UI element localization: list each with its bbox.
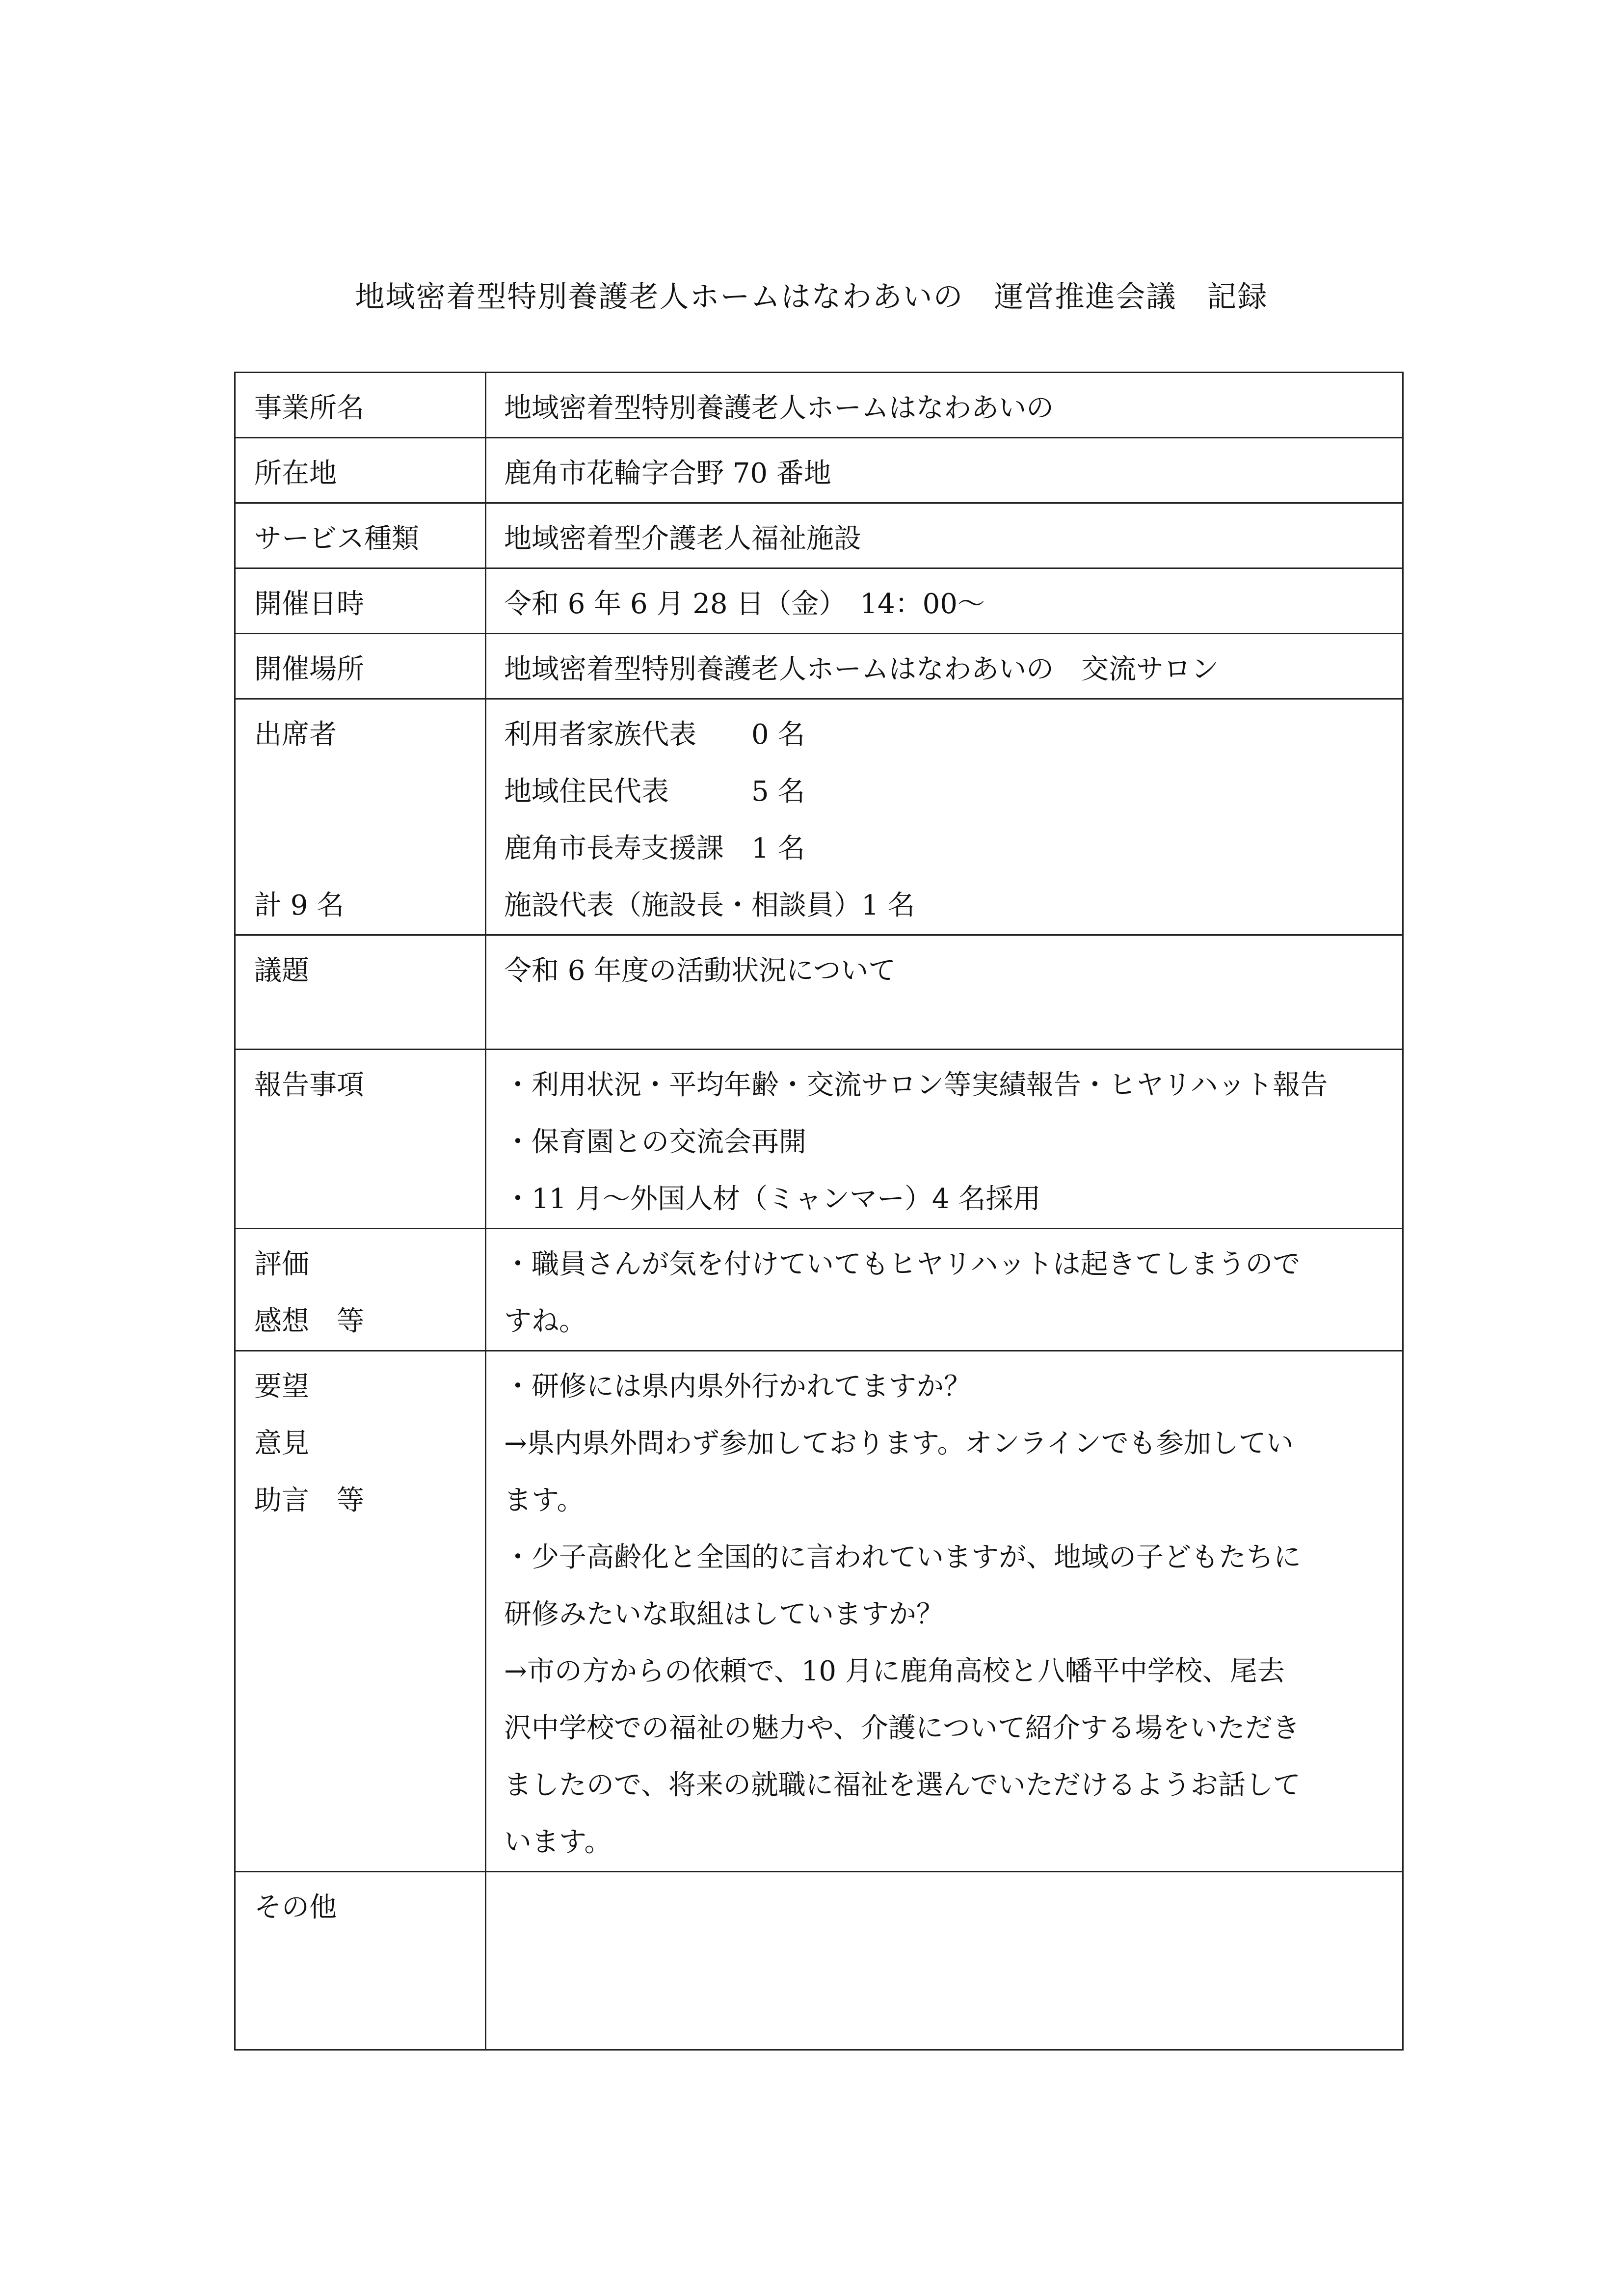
evaluation-label-cell xyxy=(235,1229,486,1351)
requests-value-cell xyxy=(486,1351,1403,1872)
attendees-value-cell xyxy=(486,699,1403,935)
location-label: 所在地 xyxy=(235,438,486,503)
request-line: ましたので、将来の就職に福祉を選んでいただけるようお話して xyxy=(504,1769,1301,1801)
venue-value: 地域密着型特別養護老人ホームはなわあいの 交流サロン xyxy=(486,634,1403,699)
row-venue xyxy=(235,634,1403,699)
spacer xyxy=(254,999,485,1049)
request-line: →市の方からの依頼で、10 月に鹿角高校と八幡平中学校、尾去 xyxy=(504,1655,1285,1687)
service-type-label: サービス種類 xyxy=(235,503,486,568)
row-agenda xyxy=(235,935,1403,1050)
attendee-line: 鹿角市長寿支援課 1 名 xyxy=(504,833,805,864)
requests-label-cell xyxy=(235,1351,486,1872)
office-name-label: 事業所名 xyxy=(235,373,486,438)
report-line: ・保育園との交流会再開 xyxy=(504,1126,806,1158)
other-value xyxy=(486,1872,1403,2050)
document-title: 地域密着型特別養護老人ホームはなわあいの 運営推進会議 記録 xyxy=(355,280,1268,314)
attendee-line: 施設代表（施設長・相談員）1 名 xyxy=(504,890,915,921)
reports-label: 報告事項 xyxy=(235,1050,486,1229)
row-evaluation xyxy=(235,1229,1403,1351)
request-line: →県内県外問わず参加しております。オンラインでも参加してい xyxy=(504,1428,1294,1459)
evaluation-label: 評価 xyxy=(254,1248,309,1280)
reports-value-cell xyxy=(486,1050,1403,1229)
service-type-value: 地域密着型介護老人福祉施設 xyxy=(486,503,1403,568)
agenda-value-cell xyxy=(486,935,1403,1050)
spacer xyxy=(254,820,485,877)
report-line: ・利用状況・平均年齢・交流サロン等実績報告・ヒヤリハット報告 xyxy=(504,1069,1328,1101)
attendee-line: 利用者家族代表 0 名 xyxy=(504,719,805,751)
venue-label: 開催場所 xyxy=(235,634,486,699)
agenda-label-cell xyxy=(235,935,486,1050)
row-requests xyxy=(235,1351,1403,1872)
attendee-line: 地域住民代表 5 名 xyxy=(504,776,805,808)
date-value: 令和 6 年 6 月 28 日（金） 14：00～ xyxy=(486,568,1403,634)
office-name-value: 地域密着型特別養護老人ホームはなわあいの xyxy=(486,373,1403,438)
advice-label: 助言 等 xyxy=(254,1485,364,1516)
evaluation-line: ・職員さんが気を付けていてもヒヤリハットは起きてしまうので xyxy=(504,1248,1301,1280)
requests-label: 要望 xyxy=(254,1371,309,1403)
request-line: ・研修には県内県外行かれてますか？ xyxy=(504,1371,971,1403)
row-other xyxy=(235,1872,1403,2050)
request-line: 研修みたいな取組はしていますか？ xyxy=(504,1598,944,1630)
other-label-cell xyxy=(235,1872,486,2050)
spacer xyxy=(254,763,485,820)
report-line: ・11 月～外国人材（ミャンマー）4 名採用 xyxy=(504,1183,1041,1215)
row-service-type xyxy=(235,503,1403,568)
evaluation-value-cell xyxy=(486,1229,1403,1351)
request-line: います。 xyxy=(504,1826,612,1858)
location-value: 鹿角市花輪字合野 70 番地 xyxy=(486,438,1403,503)
other-label: その他 xyxy=(254,1891,337,1923)
request-line: ます。 xyxy=(504,1485,585,1516)
impressions-label: 感想 等 xyxy=(254,1305,364,1337)
agenda-label: 議題 xyxy=(254,955,309,987)
spacer xyxy=(254,1936,485,2049)
row-reports xyxy=(235,1050,1403,1229)
request-line: 沢中学校での福祉の魅力や、介護について紹介する場をいただき xyxy=(504,1712,1300,1744)
date-label: 開催日時 xyxy=(235,568,486,634)
evaluation-line: すね。 xyxy=(504,1305,586,1337)
attendees-label: 出席者 xyxy=(254,719,337,751)
row-attendees xyxy=(235,699,1403,935)
agenda-value: 令和 6 年度の活動状況について xyxy=(504,955,896,987)
opinions-label: 意見 xyxy=(254,1428,309,1459)
minutes-table xyxy=(234,372,1404,2051)
row-date xyxy=(235,568,1403,634)
attendees-total: 計 9 名 xyxy=(254,890,345,921)
row-location xyxy=(235,438,1403,503)
row-office-name xyxy=(235,373,1403,438)
request-line: ・少子高齢化と全国的に言われていますが、地域の子どもたちに xyxy=(504,1541,1301,1573)
attendees-label-cell xyxy=(235,699,486,935)
